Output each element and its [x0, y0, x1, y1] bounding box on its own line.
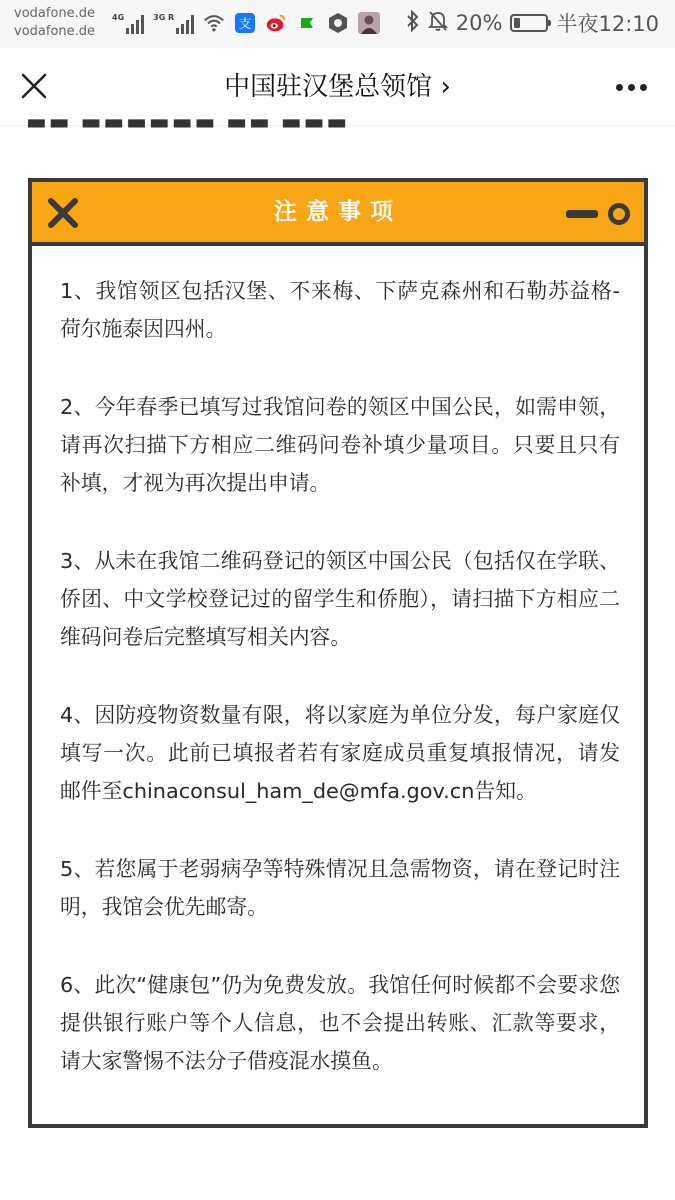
weibo-icon: [265, 12, 287, 34]
signal-icon: [112, 13, 144, 34]
mute-icon: [428, 10, 448, 37]
status-right: [406, 9, 659, 37]
account-name: 中国驻汉堡总领馆: [224, 72, 433, 102]
notice-title: 注意事项: [274, 199, 402, 225]
notice-window: [28, 178, 648, 1128]
bluetooth-icon: [406, 10, 420, 37]
more-dot: [628, 84, 635, 91]
scrolled-text-fragment: ▬▬ ▬▬▬▬▬▬ ▬▬ ▬▬▬: [26, 112, 350, 134]
app-icon: [327, 12, 349, 34]
battery-level: [514, 18, 520, 28]
carrier-2: vodafone.de: [14, 24, 96, 39]
alipay-icon: [234, 12, 256, 34]
notice-item-2: 2、今年春季已填写过我馆问卷的领区中国公民，如需申领，请再次扫描下方相应二维码问卷补填少量项目。只要且只有补填，才视为再次提出申请。: [60, 395, 620, 495]
chevron-right-icon: ›: [440, 72, 451, 102]
status-bar: [0, 0, 675, 48]
carrier-1: vodafone.de: [14, 6, 96, 21]
circle-icon: [608, 203, 630, 225]
svg-text:支: 支: [238, 17, 252, 32]
status-left-icons: [112, 10, 380, 36]
notice-item-5: 5、若您属于老弱病孕等特殊情况且急需物资，请在登记时注明，我馆会优先邮寄。: [60, 857, 620, 919]
notice-item-1: 1、我馆领区包括汉堡、不来梅、下萨克森州和石勒苏益格-荷尔施泰因四州。: [60, 279, 620, 341]
network-type-1: 4G: [112, 12, 125, 22]
avatar-icon: [358, 12, 380, 34]
battery-percent: 20%: [455, 11, 503, 35]
more-dot: [640, 84, 647, 91]
notice-item-4: 4、因防疫物资数量有限，将以家庭为单位分发，每户家庭仅填写一次。此前已填报者若有家庭成员重复填报情况，请发邮件至chinaconsul_ham_de@mfa.gov.cn告知。: [60, 703, 620, 803]
more-button[interactable]: [616, 84, 647, 91]
more-dot: [616, 84, 623, 91]
signal-icon: [153, 13, 194, 34]
minimize-icon: [566, 210, 598, 218]
notice-body: [60, 272, 620, 1120]
clock: 半夜12:10: [556, 12, 659, 36]
carrier-info: [14, 5, 95, 41]
network-type-2: 3G R: [153, 12, 175, 22]
notice-header: [32, 182, 644, 246]
notice-item-3: 3、从未在我馆二维码登记的领区中国公民（包括仅在学联、侨团、中文学校登记过的留学生和侨胞），请扫描下方相应二维码问卷后完整填写相关内容。: [60, 549, 620, 649]
battery-icon: [510, 14, 548, 32]
page-title[interactable]: [0, 70, 675, 104]
wechat-icon: [296, 12, 318, 34]
wifi-icon: [203, 12, 225, 34]
notice-item-6: 6、此次“健康包”仍为免费发放。我馆任何时候都不会要求您提供银行账户等个人信息，也不会提出转账、汇款等要求，请大家警惕不法分子借疫混水摸鱼。: [60, 973, 620, 1073]
